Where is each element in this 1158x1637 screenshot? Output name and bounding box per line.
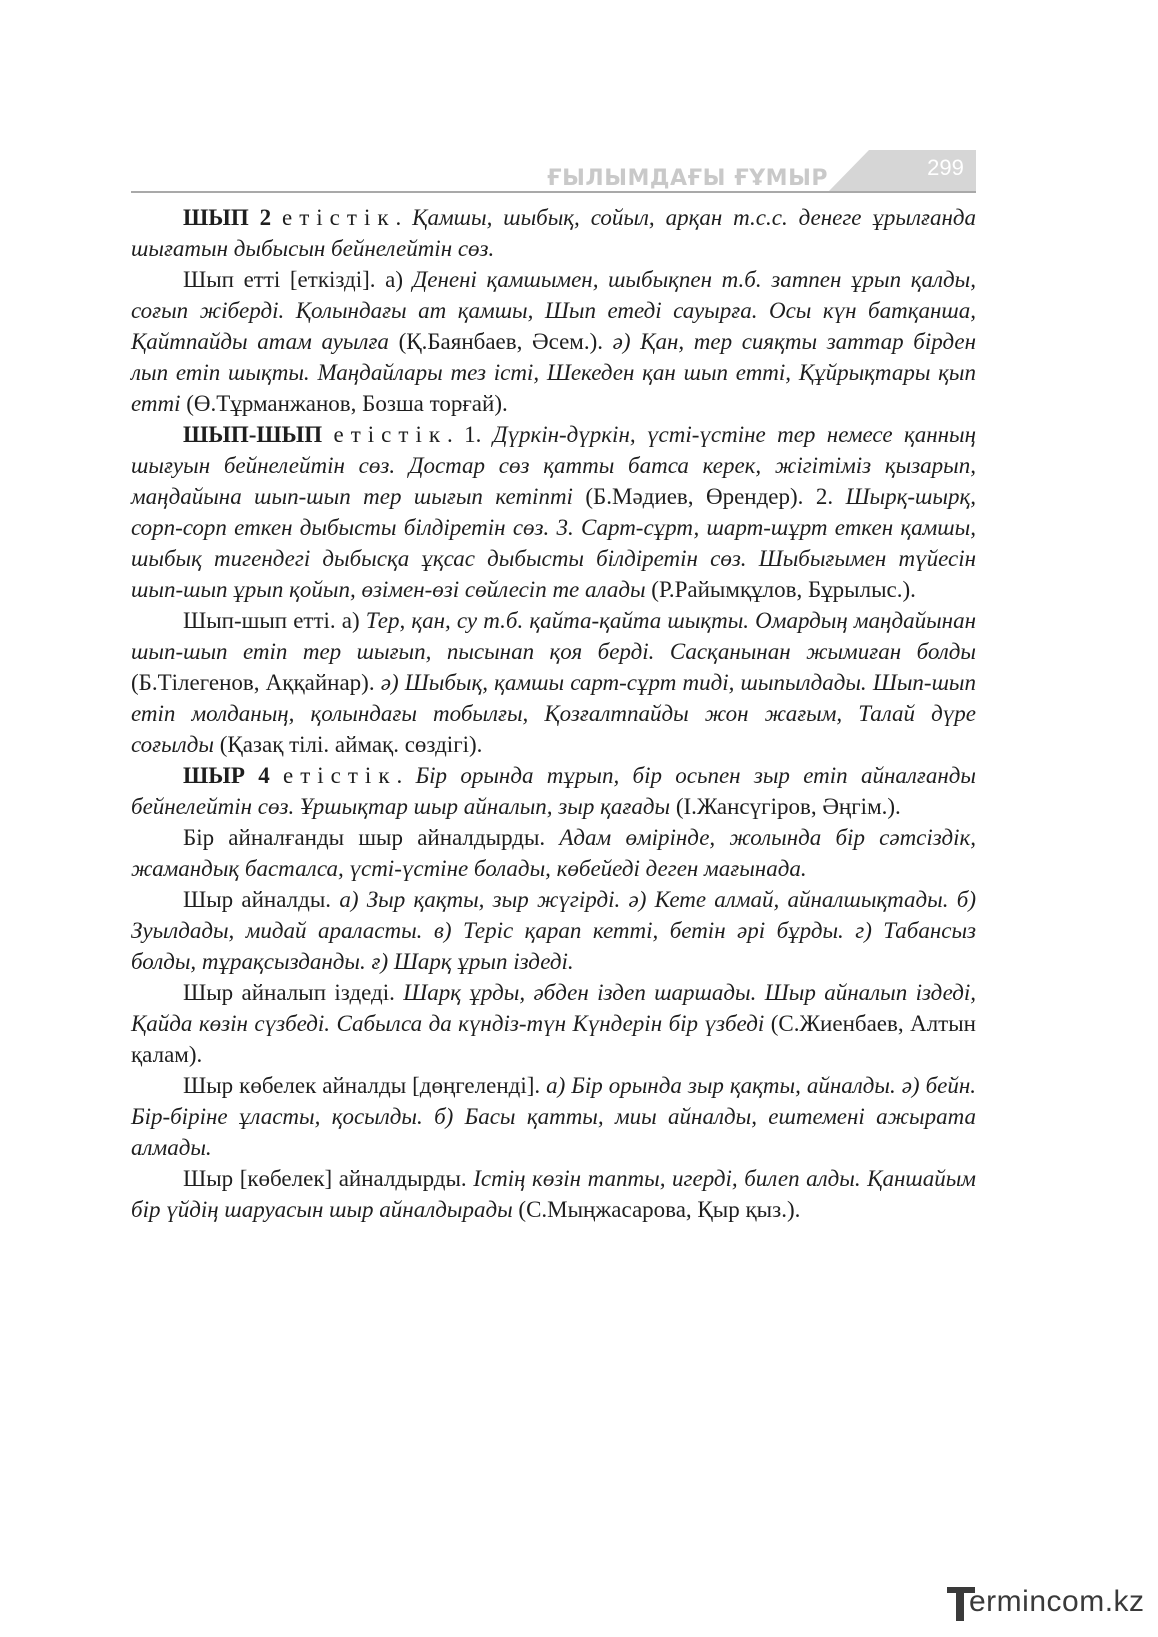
plain-text: (І.Жансүгіров, Әңгім.). <box>670 794 901 819</box>
plain-text: . <box>396 763 416 788</box>
example-text: Дүркін-дүркін, үсті-үстіне тер немесе қанның шығуын бейнелейтін сөз. Достар сөз қатты батса керек, жігітіміз қызарып, маңдайына шып-шып тер шығып кетіпті <box>131 422 977 509</box>
plain-text: (С.Мыңжасарова, Қыр қыз.). <box>512 1197 801 1222</box>
header-rule <box>131 191 976 193</box>
example-text: а) Бір орында зыр қақты, айналды. ә) бейн. Бір-біріне ұласты, қосылды. б) Басы қатты, миы айналды, ештемені ажырата алмады. <box>131 1073 977 1160</box>
example-text: Тер, қан, су т.б. қайта-қайта шықты. Омардың маңдайынан шып-шып етіп тер шығып, пысынап қоя берді. Сасқанынан жымиған болды <box>131 608 976 664</box>
plain-text: Шыр [көбелек] айналдырды. <box>183 1166 474 1191</box>
dictionary-paragraph <box>131 1070 976 1163</box>
example-text: ә) Шыбық, қамшы сарт-сұрт тиді, шыпылдады. Шып-шып етіп молданың, қолындағы тобылғы, Қозғалтпайды жон жағым, Талай дүре соғылды <box>131 670 977 757</box>
plain-text: . <box>395 205 413 230</box>
plain-text <box>270 763 283 788</box>
example-text: а) Зыр қақты, зыр жүгірді. ә) Кете алмай, айналшықтады. б) Зуылдады, мидай араласты. в) Теріс қарап кетті, бетін әрі бұрды. г) Табансыз болды, тұрақсызданды. ғ) Шарқ ұрып іздеді. <box>131 887 976 974</box>
grammar-mark: етістік <box>282 205 396 230</box>
example-text: ә) Қан, тер сияқты заттар бірден лып етіп шықты. Маңдайлары тез істі, Шекеден қан шып етті, Құйрықтары қып етті <box>131 329 976 416</box>
plain-text: Шыр көбелек айналды [дөңгеленді]. <box>183 1073 547 1098</box>
plain-text: (С.Жиенбаев, Алтын қалам). <box>131 1011 976 1067</box>
example-text: Істің көзін тапты, игерді, билеп алды. Қаншайым бір үйдің шаруасын шыр айналдырады <box>131 1166 976 1222</box>
example-text: Денені қамшымен, шыбықпен т.б. затпен ұрып қалды, соғып жіберді. Қолындағы ат қамшы, Шып етеді сауырға. Осы күн батқанша, Қайтпайды атам ауылға <box>131 267 976 354</box>
plain-text: (Б.Тілегенов, Аққайнар). <box>131 670 381 695</box>
site-watermark <box>947 1585 1147 1625</box>
example-text: Шырқ-шырқ, сорп-сорп еткен дыбысты білдіретін сөз. 3. Сарт-сұрт, шарт-шұрт еткен қамшы, шыбық тигендегі дыбысқа ұқсас дыбысты білдіретін сөз. Шыбығымен түйесін шып-шып ұрып қойып, өзімен-өзі сөйлесіп те алады <box>131 484 976 602</box>
plain-text: (Р.Райымқұлов, Бұрылыс.). <box>645 577 916 602</box>
headword: ШЫП 2 <box>183 205 272 230</box>
headword: ШЫР 4 <box>183 763 270 788</box>
plain-text: Шып етті [еткізді]. а) <box>183 267 413 292</box>
plain-text: Шыр айналды. <box>183 887 340 912</box>
grammar-mark: етістік <box>333 422 448 447</box>
dictionary-paragraph <box>131 419 976 605</box>
plain-text <box>271 205 282 230</box>
running-header <box>131 150 976 194</box>
example-text: Адам өмірінде, жолында бір сәтсіздік, жамандық басталса, үсті-үстіне болады, көбейеді деген мағынада. <box>131 825 976 881</box>
plain-text: . 1. <box>447 422 493 447</box>
dictionary-paragraph <box>131 760 976 822</box>
dictionary-paragraph <box>131 202 976 264</box>
dictionary-text <box>131 202 976 1225</box>
example-text: Қамшы, шыбық, сойыл, арқан т.с.с. денеге ұрылғанда шығатын дыбысын бейнелейтін сөз. <box>131 205 977 261</box>
dictionary-paragraph <box>131 605 976 760</box>
plain-text <box>322 422 333 447</box>
dictionary-paragraph <box>131 264 976 419</box>
example-text: Бір орында тұрып, бір осьпен зыр етіп айналғанды бейнелейтін сөз. Ұршықтар шыр айналып, зыр қағады <box>131 763 976 819</box>
grammar-mark: етістік <box>283 763 397 788</box>
dictionary-paragraph <box>131 977 976 1070</box>
section-title: ҒЫЛЫМДАҒЫ ҒҰМЫР <box>547 166 828 191</box>
page-number: 299 <box>927 155 964 180</box>
dictionary-paragraph <box>131 884 976 977</box>
headword: ШЫП-ШЫП <box>183 422 323 447</box>
plain-text: Шып-шып етті. а) <box>183 608 366 633</box>
plain-text: (Ө.Тұрманжанов, Бозша торғай). <box>180 391 508 416</box>
plain-text: (Қ.Баянбаев, Әсем.). <box>388 329 613 354</box>
plain-text: (Б.Мәдиев, Өрендер). 2. <box>572 484 846 509</box>
dictionary-paragraph <box>131 822 976 884</box>
plain-text: (Қазақ тілі. аймақ. сөздігі). <box>213 732 483 757</box>
example-text: Шарқ ұрды, әбден іздеп шаршады. Шыр айналып іздеді, Қайда көзін сүзбеді. Сабылса да күндіз-түн Күндерін бір үзбеді <box>131 980 976 1036</box>
dictionary-paragraph <box>131 1163 976 1225</box>
plain-text: Шыр айналып іздеді. <box>183 980 404 1005</box>
plain-text: Бір айналғанды шыр айналдырды. <box>183 825 560 850</box>
watermark-text: ermincom.kz <box>969 1585 1145 1618</box>
